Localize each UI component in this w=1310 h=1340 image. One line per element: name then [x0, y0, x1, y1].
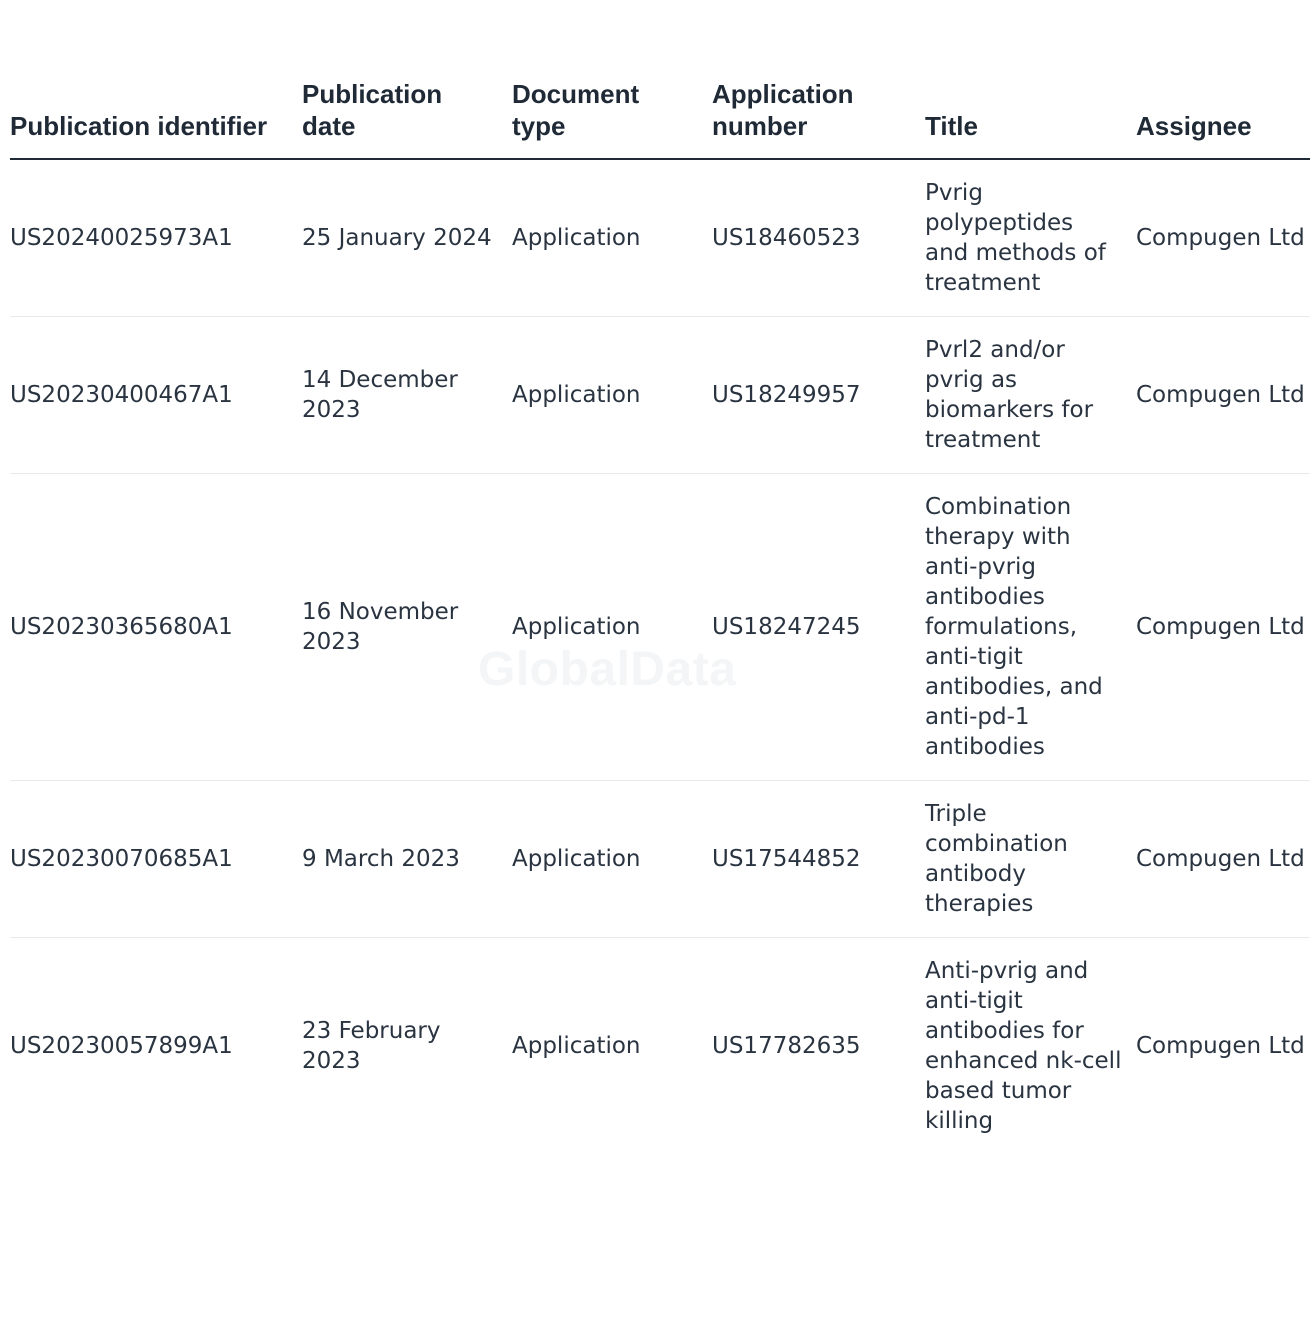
cell-publication-date: 14 December 2023	[302, 317, 512, 474]
cell-application-number: US18249957	[712, 317, 925, 474]
header-publication-identifier[interactable]: Publication identifier	[10, 62, 302, 159]
table-row	[10, 938, 1310, 1155]
cell-title: Triple combination antibody therapies	[925, 781, 1136, 938]
cell-assignee: Compugen Ltd	[1136, 317, 1310, 474]
table-header	[10, 62, 1310, 159]
patent-table-container	[10, 62, 1305, 1154]
header-row	[10, 62, 1310, 159]
cell-publication-identifier: US20230070685A1	[10, 781, 302, 938]
cell-publication-date: 25 January 2024	[302, 159, 512, 317]
header-assignee[interactable]: Assignee	[1136, 62, 1310, 159]
cell-application-number: US17782635	[712, 1033, 861, 1059]
table-row	[10, 317, 1310, 474]
cell-document-type: Application	[512, 474, 712, 781]
cell-document-type: Application	[512, 159, 712, 317]
cell-publication-date: 23 February 2023	[302, 1018, 441, 1074]
table-row	[10, 159, 1310, 317]
cell-title: Combination therapy with anti-pvrig antibodies formulations, anti-tigit antibodies, and anti-pd-1 antibodies	[925, 474, 1136, 781]
cell-document-type: Application	[512, 317, 712, 474]
cell-application-number: US18460523	[712, 159, 925, 317]
header-publication-date[interactable]: Publication date	[302, 62, 512, 159]
table-row	[10, 474, 1310, 781]
cell-application-number: US17544852	[712, 781, 925, 938]
cell-title: Pvrl2 and/or pvrig as biomarkers for treatment	[925, 317, 1136, 474]
cell-publication-identifier: US20240025973A1	[10, 159, 302, 317]
watermark-text: GlobalData	[478, 643, 737, 696]
cell-document-type: Application	[512, 781, 712, 938]
table-row	[10, 781, 1310, 938]
cell-publication-date: 16 November 2023	[302, 474, 512, 781]
header-document-type[interactable]: Document type	[512, 62, 712, 159]
cell-publication-identifier: US20230400467A1	[10, 317, 302, 474]
cell-publication-identifier: US20230365680A1	[10, 474, 302, 781]
cell-application-number: US18247245	[712, 474, 925, 781]
cell-assignee: Compugen Ltd	[1136, 781, 1310, 938]
cell-assignee: Compugen Ltd	[1136, 1033, 1305, 1059]
cell-publication-identifier: US20230057899A1	[10, 1033, 233, 1059]
cell-publication-date: 9 March 2023	[302, 781, 512, 938]
cell-document-type: Application	[512, 1033, 641, 1059]
header-title[interactable]: Title	[925, 62, 1136, 159]
table-body	[10, 159, 1310, 1154]
cell-title: Anti-pvrig and anti-tigit antibodies for enhanced nk-cell based tumor killing	[925, 958, 1122, 1134]
patent-publications-table	[10, 62, 1310, 1154]
cell-assignee: Compugen Ltd	[1136, 474, 1310, 781]
cell-assignee: Compugen Ltd	[1136, 159, 1310, 317]
header-application-number[interactable]: Application number	[712, 62, 925, 159]
cell-title: Pvrig polypeptides and methods of treatment	[925, 159, 1136, 317]
